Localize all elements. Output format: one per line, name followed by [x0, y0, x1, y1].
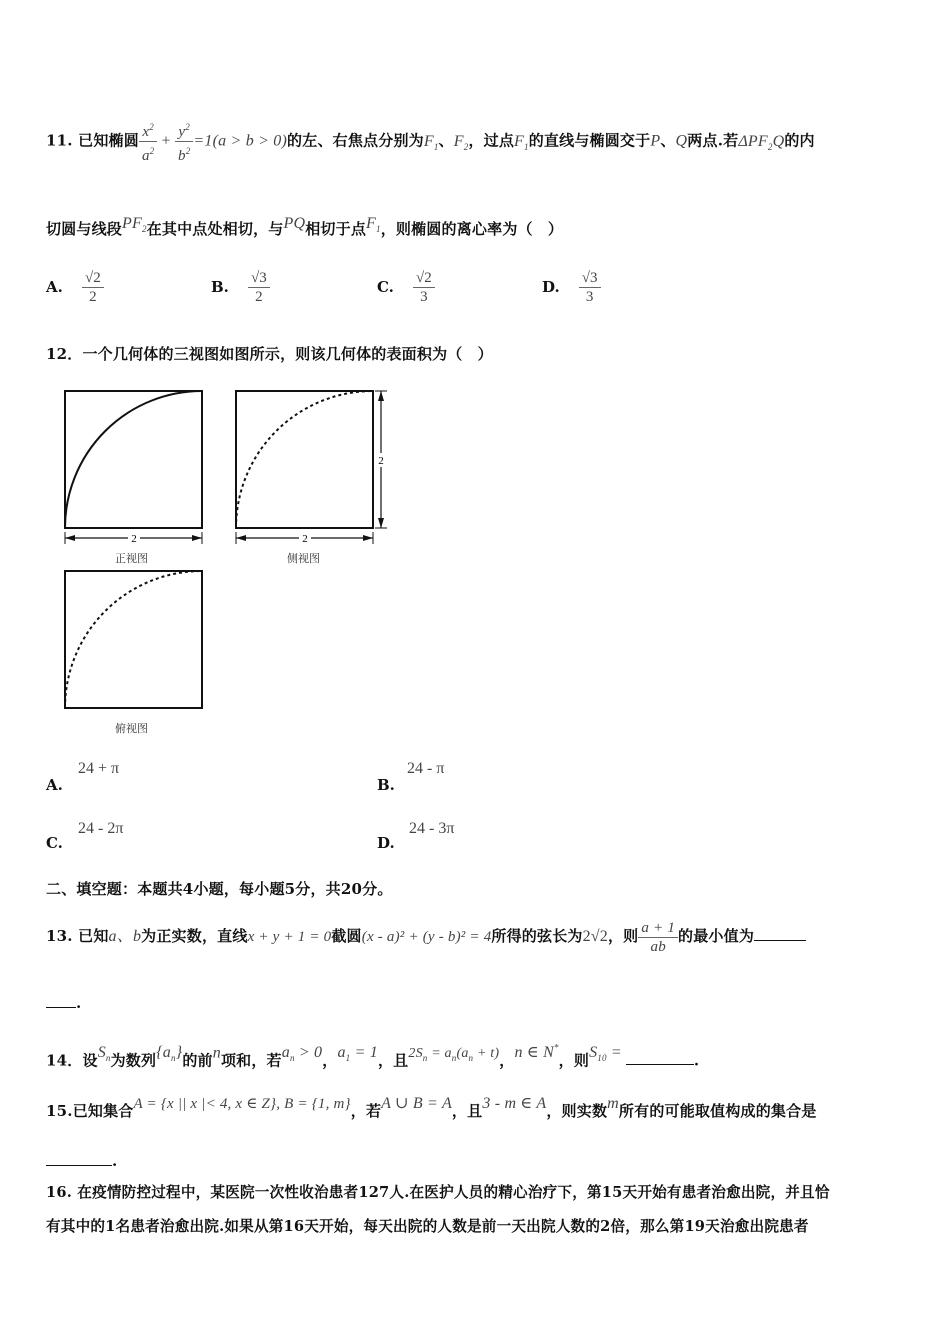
q11-text: 已知椭圆: [78, 131, 139, 150]
q14-number: 14．设: [46, 1051, 98, 1070]
front-view-arc: [65, 391, 202, 528]
option-label: A.: [46, 278, 63, 296]
option-label: D.: [377, 834, 395, 852]
front-view-square: [65, 391, 202, 528]
vars-ab: a、b: [108, 928, 142, 945]
option-fraction: $\frac{√2}{2}$: [82, 269, 104, 306]
s10: $S_{10}$ =: [589, 1044, 622, 1064]
front-view-caption: 正视图: [115, 552, 148, 565]
q15-number: 15.: [46, 1102, 73, 1120]
q11-number: 11.: [46, 131, 73, 150]
option-label: C.: [377, 278, 394, 296]
q13-text: ，则: [607, 927, 639, 945]
sequence-an: $\{a_n\}$: [156, 1044, 183, 1064]
q11-option-b[interactable]: [211, 262, 270, 312]
option-label: B.: [377, 776, 395, 794]
side-view-dashed-arc: [236, 391, 373, 528]
q13-answer-blank-cont[interactable]: [46, 993, 76, 1008]
side-view-height-dimension: 2: [378, 455, 384, 467]
q11-option-c[interactable]: [377, 262, 435, 312]
line-equation: x + y + 1 = 0: [247, 929, 332, 945]
q11-text: 的直线与椭圆交于: [528, 131, 651, 150]
top-view-square: [65, 571, 202, 708]
point-q: Q: [675, 132, 688, 150]
q13-text: 的最小值为: [678, 927, 755, 945]
point-f1: $F_1$: [366, 215, 381, 235]
q14-text: ，: [322, 1051, 338, 1070]
q16-line2: 有其中的1名患者治愈出院.如果从第16天开始，每天出院的人数是前一天出院人数的2倍，那么第19天治愈出院患者: [46, 1218, 809, 1235]
option-label: B.: [211, 278, 229, 296]
q15-answer-blank[interactable]: [46, 1151, 112, 1166]
q16-line1: 16. 在疫情防控过程中，某医院一次性收治患者127人.在医护人员的精心治疗下，第15天开始有患者治愈出院，并且恰: [46, 1184, 830, 1201]
q13-text: 已知: [78, 927, 109, 945]
q13-line2: [46, 992, 81, 1014]
sets-definition: A = {x || x |< 4, x ∈ Z}, B = {1, m}: [133, 1096, 351, 1112]
option-expression: 24 - 3π: [409, 820, 455, 837]
recurrence-relation: $2S_n = a_n(a_n + t)$: [408, 1046, 500, 1064]
segment-pq: PQ: [283, 215, 306, 232]
q14-text: ，且: [377, 1051, 409, 1070]
focus-f2: $F_2$: [453, 132, 469, 152]
q11-text: 在其中点处相切，与: [146, 220, 284, 238]
option-label: A.: [46, 776, 63, 794]
q15-line2: [46, 1150, 117, 1172]
q13-line1: [46, 906, 806, 966]
q14-text: 的前: [182, 1051, 213, 1070]
option-expression: 24 - π: [407, 760, 445, 777]
q15-text: ，若: [350, 1102, 382, 1120]
side-view-caption: 侧视图: [287, 552, 320, 565]
q11-text: 的内: [784, 131, 815, 150]
q11-option-a[interactable]: [46, 262, 104, 312]
q13-number: 13.: [46, 927, 73, 945]
q15-text: 所有的可能取值构成的集合是: [618, 1102, 817, 1120]
sum-sn: $S_n$: [97, 1044, 111, 1064]
front-view-dimension: 2: [131, 533, 137, 545]
side-view-square: [236, 391, 373, 528]
ellipse-condition: =1(a > b > 0): [193, 132, 288, 150]
q11-text: 切圆与线段: [46, 220, 123, 238]
q13-text: .: [76, 994, 82, 1012]
top-view-caption: 俯视图: [115, 722, 148, 735]
q11-sep: 、: [438, 131, 454, 150]
q12-text: 12．一个几何体的三视图如图所示，则该几何体的表面积为（ ）: [46, 345, 493, 363]
q11-option-d[interactable]: [542, 262, 601, 312]
option-expression: 24 + π: [78, 760, 120, 777]
option-fraction: $\frac{√3}{3}$: [579, 269, 601, 306]
q11-text: 的左、右焦点分别为: [287, 131, 424, 150]
option-fraction: $\frac{√2}{3}$: [413, 269, 435, 306]
focus-f1-b: $F_1$: [514, 132, 529, 152]
three-view-figure: [55, 380, 415, 760]
section-2-title: 二、填空题：本题共4小题，每小题5分，共20分。: [46, 880, 393, 898]
q13-text: 为正实数，直线: [141, 927, 248, 945]
point-p: P: [650, 132, 661, 150]
membership-condition: 3 - m ∈ A: [482, 1095, 547, 1112]
q14-text: 项和，若: [220, 1051, 282, 1070]
q14-text: .: [693, 1051, 700, 1070]
q11-text: 相切于点: [305, 220, 367, 238]
triangle-pf2q: $\Delta PF_2Q$: [738, 132, 785, 152]
chord-length: 2√2: [582, 928, 608, 945]
q15-line1: [46, 1082, 817, 1122]
q14-text: ，则: [558, 1051, 590, 1070]
q14-text: 为数列: [110, 1051, 157, 1070]
option-expression: 24 - 2π: [78, 820, 124, 837]
q14-answer-blank[interactable]: [626, 1050, 694, 1065]
cond-a1: $a_1 = 1$: [337, 1044, 378, 1064]
var-m: m: [607, 1095, 619, 1112]
q11-text: ，过点: [468, 131, 515, 150]
ellipse-x-fraction: $\frac{x^2}{a^2}$: [139, 118, 157, 165]
option-label: C.: [46, 834, 63, 852]
option-label: D.: [542, 278, 560, 296]
q14-line: [46, 1026, 700, 1070]
q13-answer-blank[interactable]: [754, 926, 806, 941]
q15-text: ，则实数: [546, 1102, 608, 1120]
q11-line2: [46, 206, 563, 242]
n-in-naturals: n ∈ N*: [514, 1043, 559, 1062]
q11-sep: 、: [660, 131, 676, 150]
union-condition: A ∪ B = A: [381, 1095, 452, 1112]
q15-text: ，且: [451, 1102, 483, 1120]
circle-equation: (x - a)² + (y - b)² = 4: [361, 929, 492, 945]
q14-text: ，: [499, 1051, 515, 1070]
q15-text: 已知集合: [72, 1102, 134, 1120]
target-fraction: $\frac{a + 1}{ab}$: [638, 919, 678, 956]
q13-text: 所得的弦长为: [491, 927, 583, 945]
focus-f1: $F_1$: [423, 132, 439, 152]
ellipse-y-fraction: $\frac{y^2}{b^2}$: [175, 118, 193, 165]
segment-pf2: $PF_2$: [122, 215, 147, 235]
q15-text: .: [112, 1152, 118, 1170]
q11-text: ，则椭圆的离心率为（ ）: [380, 220, 564, 238]
side-view-width-dimension: 2: [302, 533, 308, 545]
top-view-dashed-arc: [65, 571, 202, 708]
q11-text: 两点.若: [687, 131, 739, 150]
option-fraction: $\frac{√3}{2}$: [248, 269, 270, 306]
q11-line1: 11. 已知椭圆 $\frac{x^2}{a^2}$ + $\frac{y^2}{b^2}$ =1(a > b > 0)的左、右焦点分别为$F_1$、$F_2$，过点$F_1$的直线与椭圆交于P、Q两点.若$\Delta PF_2Q$的内: [46, 118, 815, 158]
cond-an-positive: $a_n > 0$: [281, 1044, 323, 1064]
var-n: n: [212, 1044, 221, 1062]
q13-text: 截圆: [331, 927, 362, 945]
